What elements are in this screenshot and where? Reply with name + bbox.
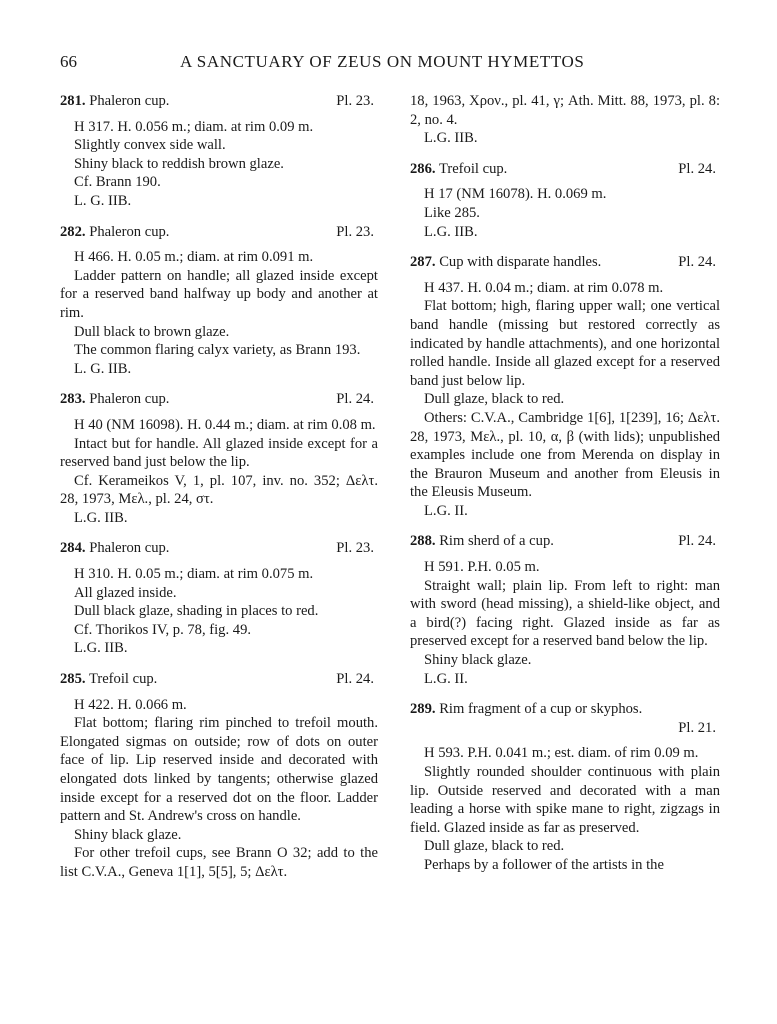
inventory-line: H 310. H. 0.05 m.; diam. at rim 0.075 m. [74,566,314,583]
date-line: L. G. IIB. [74,192,132,209]
entry-number: 287. [410,254,436,271]
entry-title: Trefoil cup. [438,160,508,177]
date-line: L.G. IIB. [424,223,478,240]
inventory-line: H 317. H. 0.056 m.; diam. at rim 0.09 m. [74,118,314,135]
entry-title: Rim fragment of a cup or skyphos. [439,701,643,718]
plate-reference: Pl. 23. [336,93,374,109]
date-line: L.G. IIB. [74,509,128,526]
description: Slightly rounded shoulder continuous with plain lip. Outside reserved and decorated with a man leading a horse with spike mane to right, zigzags in field. Glazed inside as far as preserved. [410,764,720,836]
comparanda: For other trefoil cups, see Brann O 32; add to the list C.V.A., Geneva 1[1], 5[5], 5; Δελτ. [60,845,378,880]
entry-number: 286. [410,160,436,177]
catalog-entry-284 [60,539,378,658]
catalog-entry-286 [410,160,720,241]
comparanda: Cf. Thorikos IV, p. 78, fig. 49. [74,621,252,638]
inventory-line: H 591. P.H. 0.05 m. [424,559,540,576]
date-line: L.G. IIB. [74,640,128,657]
plate-reference: Pl. 24. [336,391,374,408]
right-column [410,92,720,887]
description: Flat bottom; flaring rim pinched to trefoil mouth. Elongated sigmas on outside; row of dots on outer face of lip. Lip reserved inside and decorated with elongated dots linked by tangents; otherwise glazed inside except for a reserved dot on the floor. Ladder pattern and St. Andrew's cross on handle. [60,715,378,825]
entry-number: 285. [60,671,86,688]
entry-heading [60,92,378,111]
glaze-note: Shiny black to reddish brown glaze. [74,155,284,172]
plate-reference: Pl. 24. [678,254,716,271]
continued-comparanda: 18, 1963, Χρον., pl. 41, γ; Ath. Mitt. 88, 1973, pl. 8: 2, no. 4. [410,93,720,128]
glaze-note: Dull glaze, black to red. [424,838,565,855]
page-number: 66 [60,52,77,71]
description: Straight wall; plain lip. From left to right: man with sword (head missing), a shield-like object, and a bird(?) facing right. Glazed inside as far as preserved except for a reserved band below the lip. [410,577,720,650]
description: All glazed inside. [74,584,177,601]
comparanda: Cf. Kerameikos V, 1, pl. 107, inv. no. 352; Δελτ. 28, 1973, Μελ., pl. 24, στ. [60,472,378,508]
entry-heading [60,539,378,558]
inventory-line: H 593. P.H. 0.041 m.; est. diam. of rim 0.09 m. [424,745,699,762]
inventory-line: H 40 (NM 16098). H. 0.44 m.; diam. at rim 0.08 m. [74,416,376,433]
entry-heading [410,532,720,551]
plate-reference: Pl. 24. [336,671,374,688]
entry-title: Phaleron cup. [89,391,170,408]
date-line: L.G. IIB. [424,130,478,147]
entry-heading [60,390,378,409]
plate-reference: Pl. 23. [336,223,374,240]
entry-number: 289. [410,701,436,718]
plate-reference: Pl. 24. [678,533,716,550]
left-column [60,92,378,894]
entry-heading [410,160,720,179]
comparanda: Others: C.V.A., Cambridge 1[6], 1[239], 16; Δελτ. 28, 1973, Μελ., pl. 10, α, β (with lids); unpublished examples include one from Merenda on display in the Brauron Museum and another from Eleusis in the Eleusis Museum. [410,409,720,501]
entry-number: 283. [60,391,86,408]
glaze-note: Shiny black glaze. [424,652,532,669]
entry-title: Rim sherd of a cup. [439,533,554,550]
inventory-line: H 17 (NM 16078). H. 0.069 m. [424,186,607,203]
entry-heading [410,700,720,719]
running-title: A SANCTUARY OF ZEUS ON MOUNT HYMETTOS [180,52,585,71]
plate-reference: Pl. 24. [678,160,716,177]
catalog-entry-289 [410,700,720,874]
glaze-note: Dull black glaze, shading in places to red. [74,603,319,620]
description: Flat bottom; high, flaring upper wall; one vertical band handle (missing but restored correctly as indicated by handle attachments), and one horizontal rolled handle. Inside all glazed except for a reserved band just below lip. [410,298,720,389]
catalog-entry-283 [60,390,378,527]
page-header [60,52,720,78]
entry-title: Phaleron cup. [89,223,170,240]
glaze-note: Dull glaze, black to red. [424,391,565,408]
catalog-entry-285 [60,670,378,882]
entry-title: Trefoil cup. [88,671,158,688]
glaze-note: Shiny black glaze. [74,826,182,843]
entry-title: Cup with disparate handles. [439,254,602,271]
entry-number: 281. [60,93,86,109]
entry-number: 288. [410,533,436,550]
description: Slightly convex side wall. [74,137,226,154]
entry-number: 282. [60,223,86,240]
inventory-line: H 437. H. 0.04 m.; diam. at rim 0.078 m. [424,279,664,296]
comparanda: Cf. Brann 190. [74,174,161,191]
date-line: L.G. II. [424,502,468,519]
entry-number: 284. [60,540,86,557]
attribution: Perhaps by a follower of the artists in the [424,856,664,873]
description: Intact but for handle. All glazed inside except for a reserved band just below the lip. [60,435,378,471]
glaze-note: Dull black to brown glaze. [74,323,230,340]
date-line: L.G. II. [424,670,468,687]
catalog-entry-282 [60,223,378,379]
entry-title: Phaleron cup. [89,93,170,109]
plate-reference: Pl. 21. [678,719,716,736]
date-line: L. G. IIB. [74,360,132,377]
description: Like 285. [424,204,480,221]
inventory-line: H 466. H. 0.05 m.; diam. at rim 0.091 m. [74,249,314,266]
entry-heading [410,253,720,272]
catalog-entry-287 [410,253,720,520]
catalog-entry-281 [60,92,378,211]
description: Ladder pattern on handle; all glazed inside except for a reserved band halfway up body and another at rim. [60,267,378,321]
comparanda: The common flaring calyx variety, as Brann 193. [74,342,361,359]
plate-reference: Pl. 23. [336,540,374,557]
entry-heading [60,670,378,689]
continuation-block [410,92,720,148]
inventory-line: H 422. H. 0.066 m. [74,696,187,713]
catalog-entry-288 [410,532,720,688]
entry-title: Phaleron cup. [89,540,170,557]
entry-heading [60,223,378,242]
